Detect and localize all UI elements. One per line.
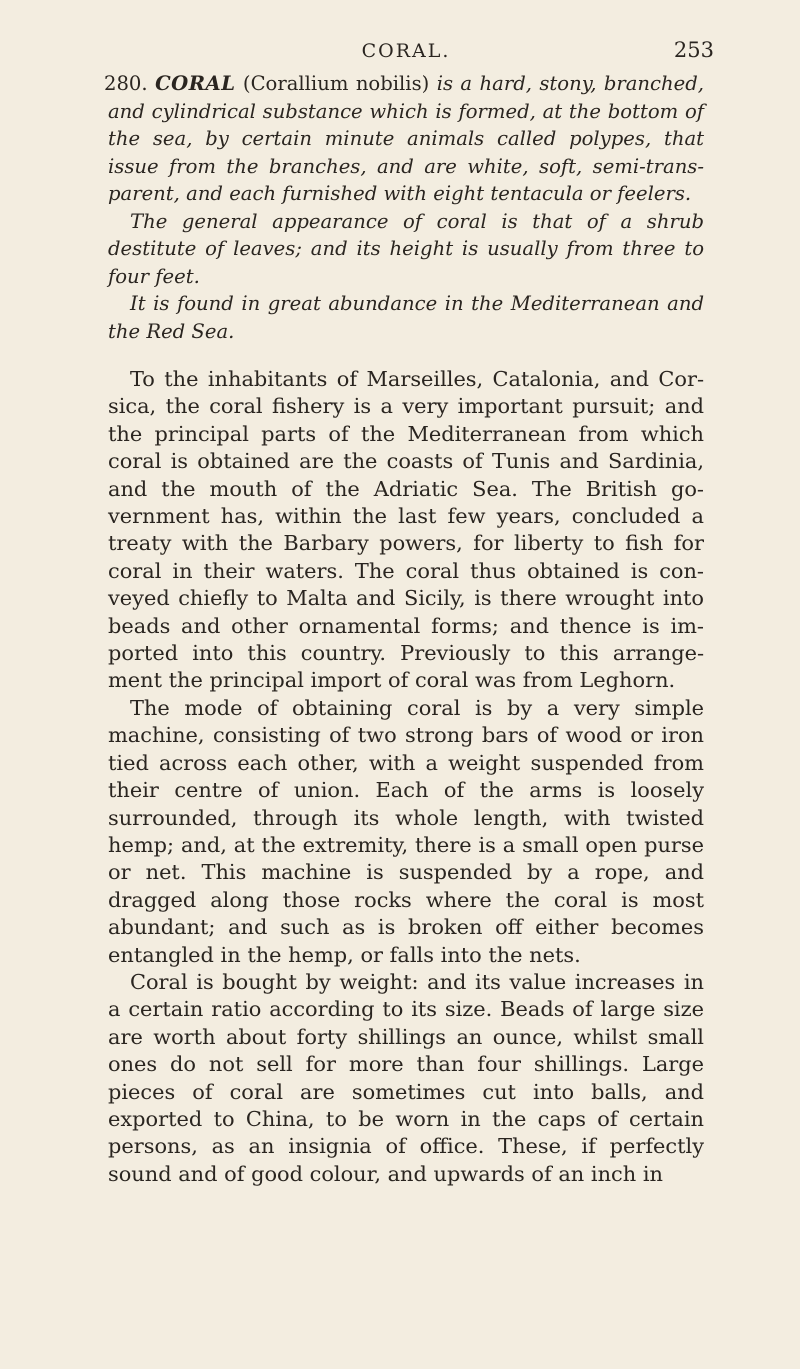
body-text (108, 366, 704, 1188)
entry-habitat: It is found in great abundance in the Mediterranean and the Red Sea. (108, 292, 704, 343)
entry-definition-paragraph (104, 70, 705, 208)
entry-definition: is a hard, stony, branched, and cylindrical substance which is formed, at the bottom of the sea, by certain minute animals called polypes, that issue from the branches, and are white, soft, semi-trans-parent, and each furnished with eight tentacula or feelers. (108, 72, 705, 205)
body-paragraph: Coral is bought by weight: and its value increases in a certain ratio according to its size. Beads of large size are worth about forty shillings an ounce, whilst small ones do not sell for more than four shillings. Large pieces of coral are sometimes cut into balls, and exported to China, to be worn in the caps of certain persons, as an insignia of office. These, if perfectly sound and of good colour, and upwards of an inch in (108, 969, 704, 1186)
entry-latin-name: (Corallium nobilis) (242, 72, 430, 95)
running-title: CORAL. (361, 40, 451, 62)
running-head (108, 0, 714, 70)
entry-appearance: The general appearance of coral is that of a shrub destitute of leaves; and its height is usually from three to four feet. (108, 209, 704, 288)
entry-number: 280. (104, 72, 148, 95)
page-number: 253 (673, 38, 714, 62)
body-paragraph: The mode of obtaining coral is by a very simple machine, consisting of two strong bars of wood or iron tied across each other, with a weight suspended from their centre of union. Each of the arms is loosely surrounded, through its whole length, with twisted hemp; and, at the extremity, there is a small open purse or net. This machine is suspended by a rope, and dragged along those rocks where the coral is most abundant; and such as is broken off either becomes entangled in the hemp, or falls into the nets. (108, 695, 704, 967)
body-paragraph: To the inhabitants of Marseilles, Catalonia, and Cor-sica, the coral fishery is a very important pursuit; and the principal parts of the Mediterranean from which coral is obtained are the coasts of Tunis and Sardinia, and the mouth of the Adriatic Sea. The British go-vernment has, within the last few years, concluded a treaty with the Barbary powers, for liberty to fish for coral in their waters. The coral thus obtained is con-veyed chiefly to Malta and Sicily, is there wrought into beads and other ornamental forms; and thence is im-ported into this country. Previously to this arrange-ment the principal import of coral was from Leghorn. (108, 367, 704, 693)
entry-headword: CORAL (155, 72, 236, 95)
catalogue-entry (104, 70, 705, 345)
